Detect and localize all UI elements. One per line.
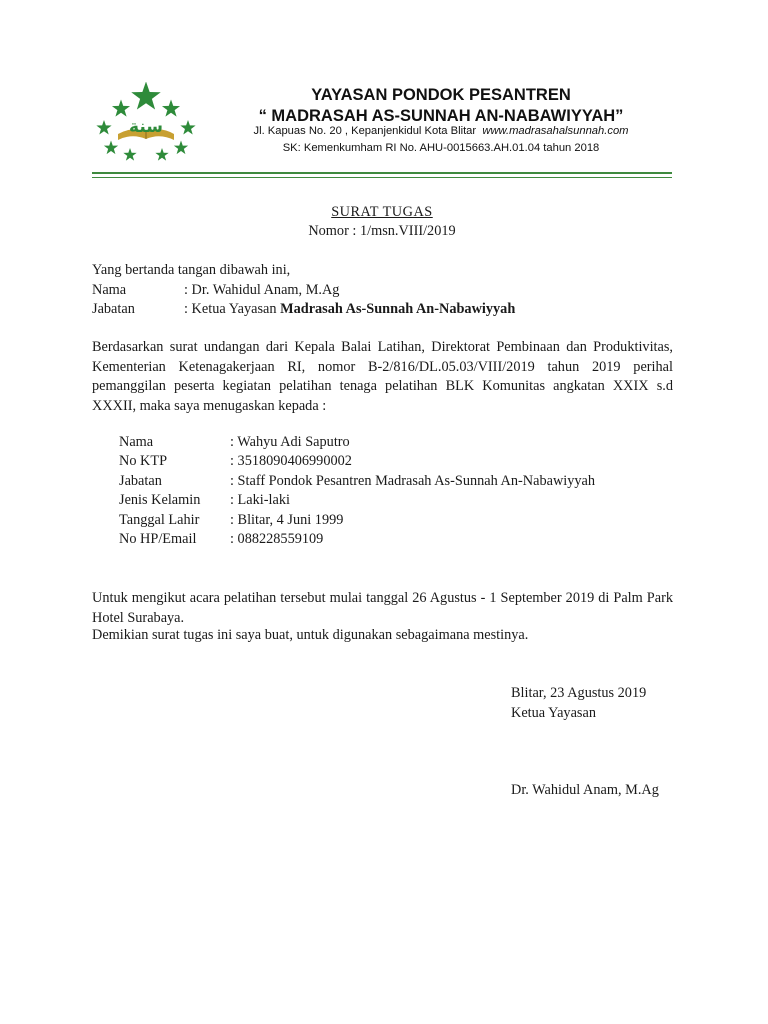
assignee-value: : Laki-laki [230, 492, 290, 508]
registration-line: SK: Kemenkumham RI No. AHU-0015663.AH.01.04 tahun 2018 [282, 142, 600, 154]
address-text: Jl. Kapuas No. 20 , Kepanjenkidul Kota Blitar [253, 125, 477, 137]
assignee-value: : 088228559109 [230, 531, 324, 547]
header-divider-thick [92, 172, 672, 174]
signatory-position-row [92, 301, 515, 318]
closing-line: Demikian surat tugas ini saya buat, untuk digunakan sebagaimana mestinya. [92, 627, 529, 643]
assignee-label: Nama [119, 434, 154, 450]
assignee-value: : 3518090406990002 [230, 453, 352, 469]
assignee-label: Jenis Kelamin [119, 492, 201, 508]
body-paragraph: Berdasarkan surat undangan dari Kepala Balai Latihan, Direktorat Pembinaan dan Produktivitas, Kementerian Ketenagakerjaan RI, nomor B-2/816/DL.05.03/VIII/2019 tahun 2019 perihal pemanggilan peserta kegiatan pelatihan tenaga pelatihan BLK Komunitas angkatan XXIX s.d XXXII, maka saya menugaskan kepada : [92, 339, 673, 414]
intro-line: Yang bertanda tangan dibawah ini, [92, 262, 291, 278]
assignee-label: No KTP [119, 453, 168, 469]
assignee-label: Tanggal Lahir [119, 512, 200, 528]
signatory-position-institution: Madrasah As-Sunnah An-Nabawiyyah [280, 301, 516, 317]
assignee-row [119, 434, 350, 451]
svg-text:سنة: سنة [129, 117, 163, 137]
closing-paragraph: Untuk mengikut acara pelatihan tersebut mulai tanggal 26 Agustus - 1 September 2019 di Palm Park Hotel Surabaya. [92, 590, 673, 626]
address-line [220, 125, 662, 137]
signatory-position-label: Jabatan [92, 301, 135, 317]
assignee-value: : Wahyu Adi Saputro [230, 434, 350, 450]
assignee-label: Jabatan [119, 473, 162, 489]
assignee-label: No HP/Email [119, 531, 197, 547]
assignee-row [119, 453, 352, 470]
madrasah-name: “ MADRASAH AS-SUNNAH AN-NABAWIYYAH” [258, 107, 624, 125]
letter-title: SURAT TUGAS [331, 204, 433, 220]
foundation-title: YAYASAN PONDOK PESANTREN [311, 86, 571, 104]
signatory-name: Dr. Wahidul Anam, M.Ag [511, 782, 659, 798]
assignee-row [119, 512, 343, 529]
header-divider-thin [92, 177, 672, 178]
signatory-name-label: Nama [92, 282, 127, 298]
signatory-position-prefix: : Ketua Yayasan [184, 301, 281, 317]
signatory-name-row [92, 282, 339, 299]
website-text: www.madrasahalsunnah.com [482, 125, 629, 137]
assignee-row [119, 492, 290, 509]
assignee-row [119, 473, 595, 490]
star-emblem-icon [88, 82, 203, 166]
assignee-value: : Staff Pondok Pesantren Madrasah As-Sunnah An-Nabawiyyah [230, 473, 596, 489]
assignee-row [119, 531, 323, 548]
assignee-value: : Blitar, 4 Juni 1999 [230, 512, 344, 528]
foundation-logo [88, 82, 203, 166]
letter-number: Nomor : 1/msn.VIII/2019 [308, 223, 456, 239]
place-date: Blitar, 23 Agustus 2019 [511, 685, 647, 701]
signatory-title: Ketua Yayasan [511, 705, 596, 721]
signatory-name-value: : Dr. Wahidul Anam, M.Ag [184, 282, 340, 298]
